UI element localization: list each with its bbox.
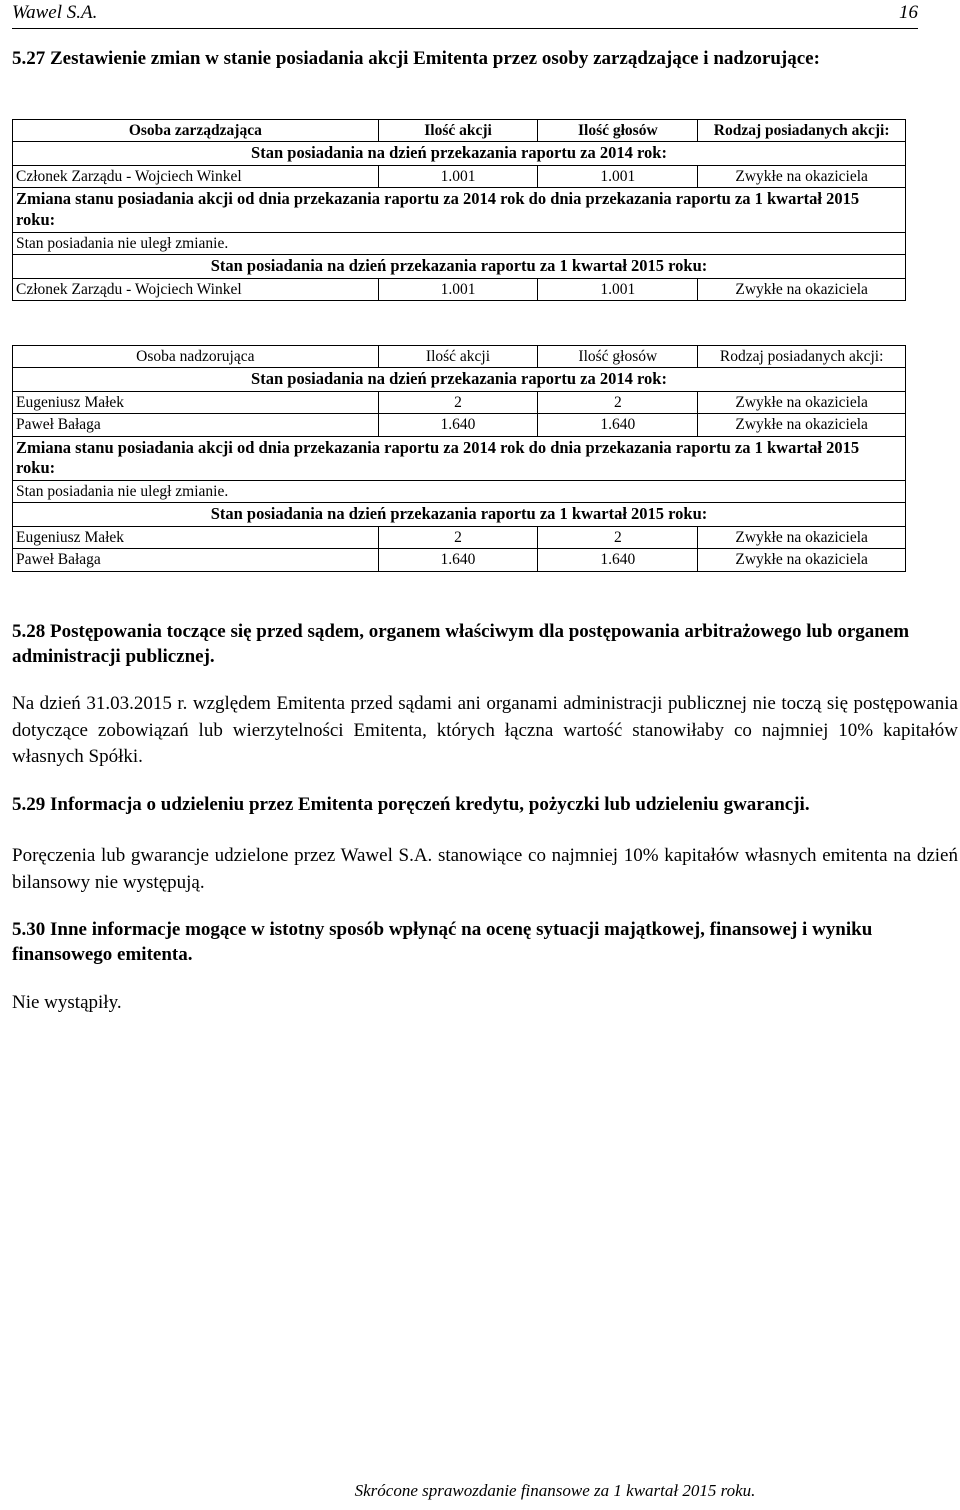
footer-text: Skrócone sprawozdanie finansowe za 1 kwartał 2015 roku. [354, 1481, 756, 1500]
table-row [13, 549, 906, 571]
cell-votes: 1.640 [538, 549, 698, 571]
col-header-votes: Ilość głosów [538, 346, 698, 368]
section-row: Stan posiadania na dzień przekazania raportu za 1 kwartał 2015 roku: [13, 255, 906, 279]
section-row: Stan posiadania na dzień przekazania raportu za 2014 rok: [13, 368, 906, 392]
table-row [13, 278, 906, 300]
cell-type: Zwykłe na okaziciela [698, 392, 906, 414]
cell-name: Eugeniusz Małek [13, 392, 379, 414]
col-header-person: Osoba zarządzająca [13, 120, 379, 142]
cell-name: Członek Zarządu - Wojciech Winkel [13, 278, 379, 300]
no-change-row: Stan posiadania nie uległ zmianie. [13, 481, 906, 503]
section-5-30-title [12, 917, 948, 967]
section-number: 5.28 [12, 621, 46, 642]
cell-name: Eugeniusz Małek [13, 527, 379, 549]
change-title-row: Zmiana stanu posiadania akcji od dnia przekazania raportu za 2014 rok do dnia przekazania raportu za 1 kwartał 2015 roku: [13, 188, 906, 232]
cell-shares: 1.640 [378, 549, 538, 571]
col-header-shares: Ilość akcji [378, 346, 538, 368]
cell-votes: 1.001 [538, 166, 698, 188]
section-5-29-body: Poręczenia lub gwarancje udzielone przez Wawel S.A. stanowiące co najmniej 10% kapitałów własnych emitenta na dzień bilansowy nie występują. [12, 845, 958, 893]
management-shares-table [12, 119, 906, 301]
cell-shares: 1.640 [378, 414, 538, 436]
cell-name: Paweł Bałaga [13, 414, 379, 436]
section-5-30-body: Nie wystąpiły. [12, 992, 122, 1013]
cell-type: Zwykłe na okaziciela [698, 527, 906, 549]
section-title-text: Inne informacje mogące w istotny sposób wpłynąć na ocenę sytuacji majątkowej, finansowej i wyniku finansowego emitenta. [12, 919, 873, 966]
table-header-row [13, 120, 906, 142]
cell-shares: 1.001 [378, 166, 538, 188]
section-title-text: Postępowania toczące się przed sądem, organem właściwym dla postępowania arbitrażowego lub organem administracji publicznej. [12, 621, 910, 668]
section-5-28-title [12, 619, 948, 669]
section-row: Stan posiadania na dzień przekazania raportu za 2014 rok: [13, 142, 906, 166]
cell-type: Zwykłe na okaziciela [698, 549, 906, 571]
table-row [13, 392, 906, 414]
page-footer [0, 1481, 960, 1501]
cell-name: Paweł Bałaga [13, 549, 379, 571]
section-number: 5.29 [12, 794, 46, 815]
cell-votes: 2 [538, 527, 698, 549]
header-company: Wawel S.A. [12, 2, 98, 23]
supervisory-shares-table [12, 345, 906, 572]
section-title-text: Informacja o udzieleniu przez Emitenta poręczeń kredytu, pożyczki lub udzieleniu gwarancji. [50, 794, 810, 815]
table-row [13, 414, 906, 436]
col-header-shares: Ilość akcji [378, 120, 538, 142]
section-title-text: Zestawienie zmian w stanie posiadania akcji Emitenta przez osoby zarządzające i nadzorujące: [50, 48, 820, 69]
cell-shares: 2 [378, 392, 538, 414]
table-row [13, 527, 906, 549]
cell-type: Zwykłe na okaziciela [698, 278, 906, 300]
change-title-row: Zmiana stanu posiadania akcji od dnia przekazania raportu za 2014 rok do dnia przekazania raportu za 1 kwartał 2015 roku: [13, 436, 906, 480]
cell-type: Zwykłe na okaziciela [698, 414, 906, 436]
section-number: 5.27 [12, 48, 46, 69]
col-header-votes: Ilość głosów [538, 120, 698, 142]
page-header [12, 0, 918, 29]
col-header-type: Rodzaj posiadanych akcji: [698, 120, 906, 142]
section-row: Stan posiadania na dzień przekazania raportu za 1 kwartał 2015 roku: [13, 503, 906, 527]
table-row [13, 166, 906, 188]
cell-votes: 2 [538, 392, 698, 414]
col-header-type: Rodzaj posiadanych akcji: [698, 346, 906, 368]
no-change-row: Stan posiadania nie uległ zmianie. [13, 232, 906, 254]
cell-shares: 1.001 [378, 278, 538, 300]
cell-votes: 1.001 [538, 278, 698, 300]
section-number: 5.30 [12, 919, 46, 940]
cell-votes: 1.640 [538, 414, 698, 436]
section-5-27-title [12, 46, 948, 71]
col-header-person: Osoba nadzorująca [13, 346, 379, 368]
page-number: 16 [899, 2, 918, 23]
section-5-28-body: Na dzień 31.03.2015 r. względem Emitenta przed sądami ani organami administracji publicznej nie toczą się postępowania dotyczące zobowiązań lub wierzytelności Emitenta, których łączna wartość stanowiłaby co najmniej 10% kapitałów własnych Spółki. [12, 693, 958, 768]
table-header-row [13, 346, 906, 368]
cell-shares: 2 [378, 527, 538, 549]
cell-type: Zwykłe na okaziciela [698, 166, 906, 188]
section-5-29-title [12, 792, 948, 817]
cell-name: Członek Zarządu - Wojciech Winkel [13, 166, 379, 188]
